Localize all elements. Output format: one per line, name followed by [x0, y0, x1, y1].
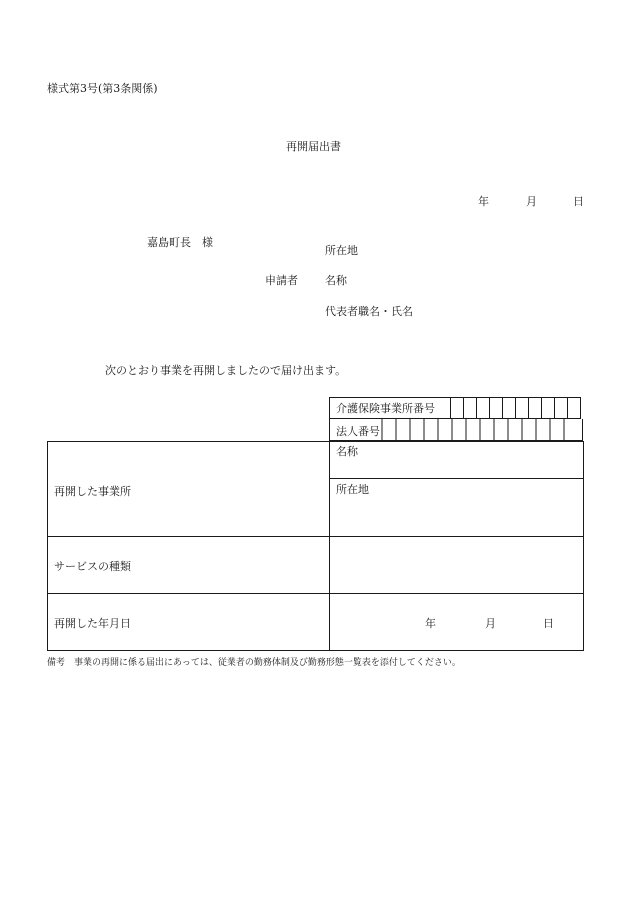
corporate-number-label: 法人番号 — [336, 425, 380, 438]
reopen-date-label: 再開した年月日 — [54, 617, 131, 630]
care-insurance-digit-cell[interactable] — [464, 398, 477, 419]
office-address-label: 所在地 — [336, 483, 369, 496]
care-insurance-digit-cell[interactable] — [516, 398, 529, 419]
office-subrow-divider — [329, 478, 584, 479]
corporate-number-row — [329, 419, 583, 441]
remarks-note: 備考 事業の再開に係る届出にあっては、従業者の勤務体制及び勤務形態一覧表を添付してください。 — [47, 658, 461, 668]
corporate-number-digit-cells[interactable] — [330, 419, 584, 441]
office-label: 再開した事業所 — [54, 485, 131, 498]
care-insurance-digit-cell[interactable] — [568, 398, 581, 419]
applicant-label: 申請者 — [265, 274, 298, 287]
code-table — [329, 397, 581, 419]
addressee: 嘉島町長 様 — [147, 236, 213, 249]
submission-year: 年 — [478, 195, 489, 208]
reopen-year: 年 — [425, 617, 436, 630]
care-insurance-digit-cell[interactable] — [490, 398, 503, 419]
care-insurance-label: 介護保険事業所番号 — [330, 398, 451, 419]
care-insurance-digit-cell[interactable] — [529, 398, 542, 419]
care-insurance-digit-cell[interactable] — [503, 398, 516, 419]
service-type-field[interactable] — [330, 537, 583, 592]
office-name-label: 名称 — [336, 445, 358, 458]
reopen-month: 月 — [485, 617, 496, 630]
care-insurance-digit-cell[interactable] — [451, 398, 464, 419]
office-address-field[interactable] — [330, 496, 583, 535]
care-insurance-digit-cell[interactable] — [542, 398, 555, 419]
care-insurance-digit-cell[interactable] — [555, 398, 568, 419]
applicant-address-label: 所在地 — [325, 244, 358, 257]
care-insurance-row — [330, 398, 581, 419]
submission-month: 月 — [526, 195, 537, 208]
service-type-label: サービスの種類 — [54, 560, 131, 573]
form-number: 様式第3号(第3条関係) — [47, 82, 158, 95]
care-insurance-digit-cell[interactable] — [477, 398, 490, 419]
reopen-day: 日 — [543, 617, 554, 630]
statement-text: 次のとおり事業を再開しましたので届け出ます。 — [105, 364, 347, 377]
applicant-name-label: 名称 — [325, 274, 347, 287]
office-name-field[interactable] — [330, 455, 583, 477]
document-title: 再開届出書 — [286, 140, 341, 153]
applicant-representative-label: 代表者職名・氏名 — [325, 305, 413, 318]
submission-day: 日 — [573, 195, 584, 208]
